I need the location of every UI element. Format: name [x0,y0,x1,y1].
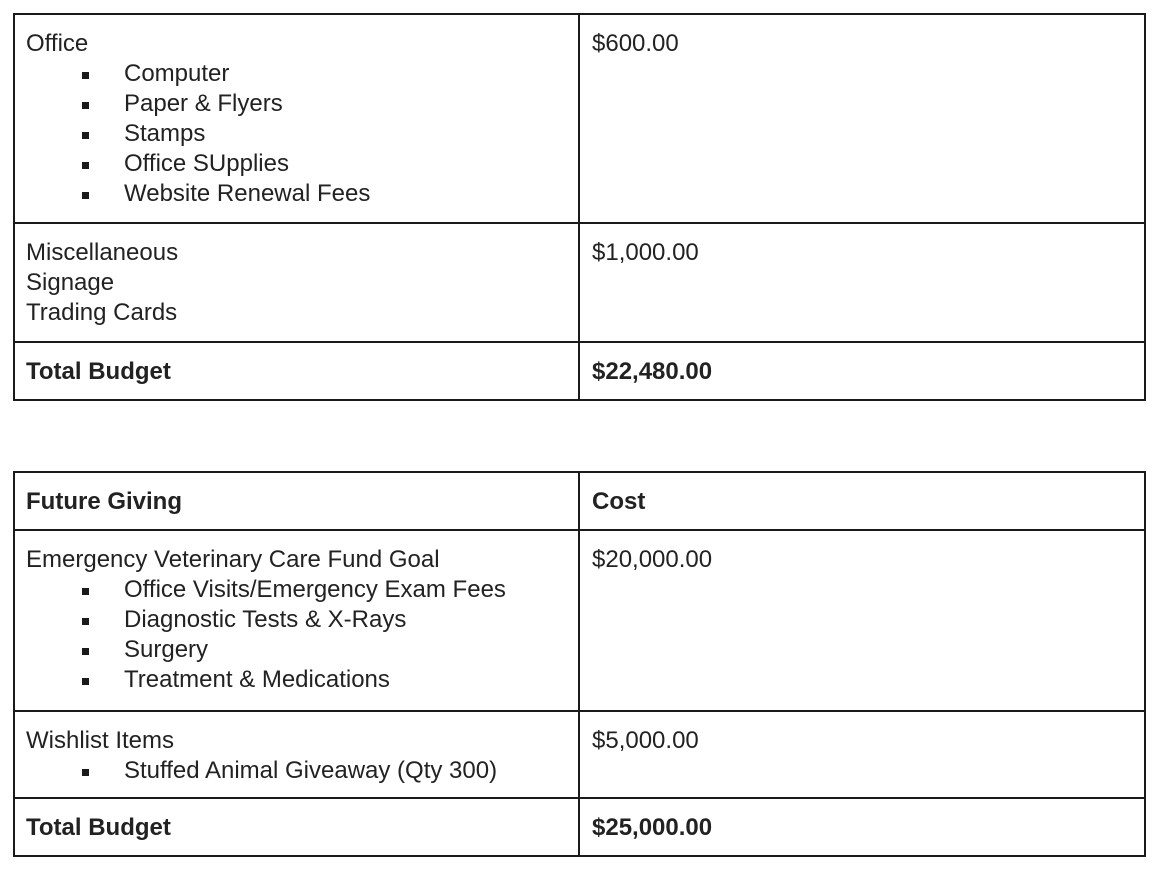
category-line: Signage [26,269,115,296]
list-item: Paper & Flyers [124,89,567,119]
list-item: Office SUpplies [124,149,567,179]
future-giving-table [13,471,1146,857]
header-row [14,472,1145,530]
category-cell [14,14,579,223]
header-cost: Cost [579,472,1145,530]
category-title: Emergency Veterinary Care Fund Goal [26,546,440,573]
item-list [26,59,567,209]
cost-cell: $20,000.00 [579,530,1145,711]
category-title: Miscellaneous [26,239,179,266]
cost-cell: $1,000.00 [579,223,1145,342]
header-label: Future Giving [14,472,579,530]
list-item: Computer [124,59,567,89]
list-item: Treatment & Medications [124,665,567,695]
table-row [14,530,1145,711]
category-cell [14,223,579,342]
list-item: Office Visits/Emergency Exam Fees [124,575,567,605]
table-row [14,223,1145,342]
item-list [26,575,567,695]
total-label: Total Budget [14,798,579,856]
budget-table [13,13,1146,401]
cost-cell: $5,000.00 [579,711,1145,798]
item-list [26,756,567,786]
total-cost: $25,000.00 [579,798,1145,856]
total-cost: $22,480.00 [579,342,1145,400]
cost-cell: $600.00 [579,14,1145,223]
list-item: Stuffed Animal Giveaway (Qty 300) [124,756,567,786]
category-line: Trading Cards [26,299,178,326]
total-row [14,798,1145,856]
list-item: Stamps [124,119,567,149]
list-item: Surgery [124,635,567,665]
list-item: Website Renewal Fees [124,179,567,209]
table-row [14,711,1145,798]
total-label: Total Budget [14,342,579,400]
category-cell [14,711,579,798]
total-row [14,342,1145,400]
list-item: Diagnostic Tests & X-Rays [124,605,567,635]
category-cell [14,530,579,711]
category-title: Office [26,30,89,57]
category-title: Wishlist Items [26,727,175,754]
table-row [14,14,1145,223]
